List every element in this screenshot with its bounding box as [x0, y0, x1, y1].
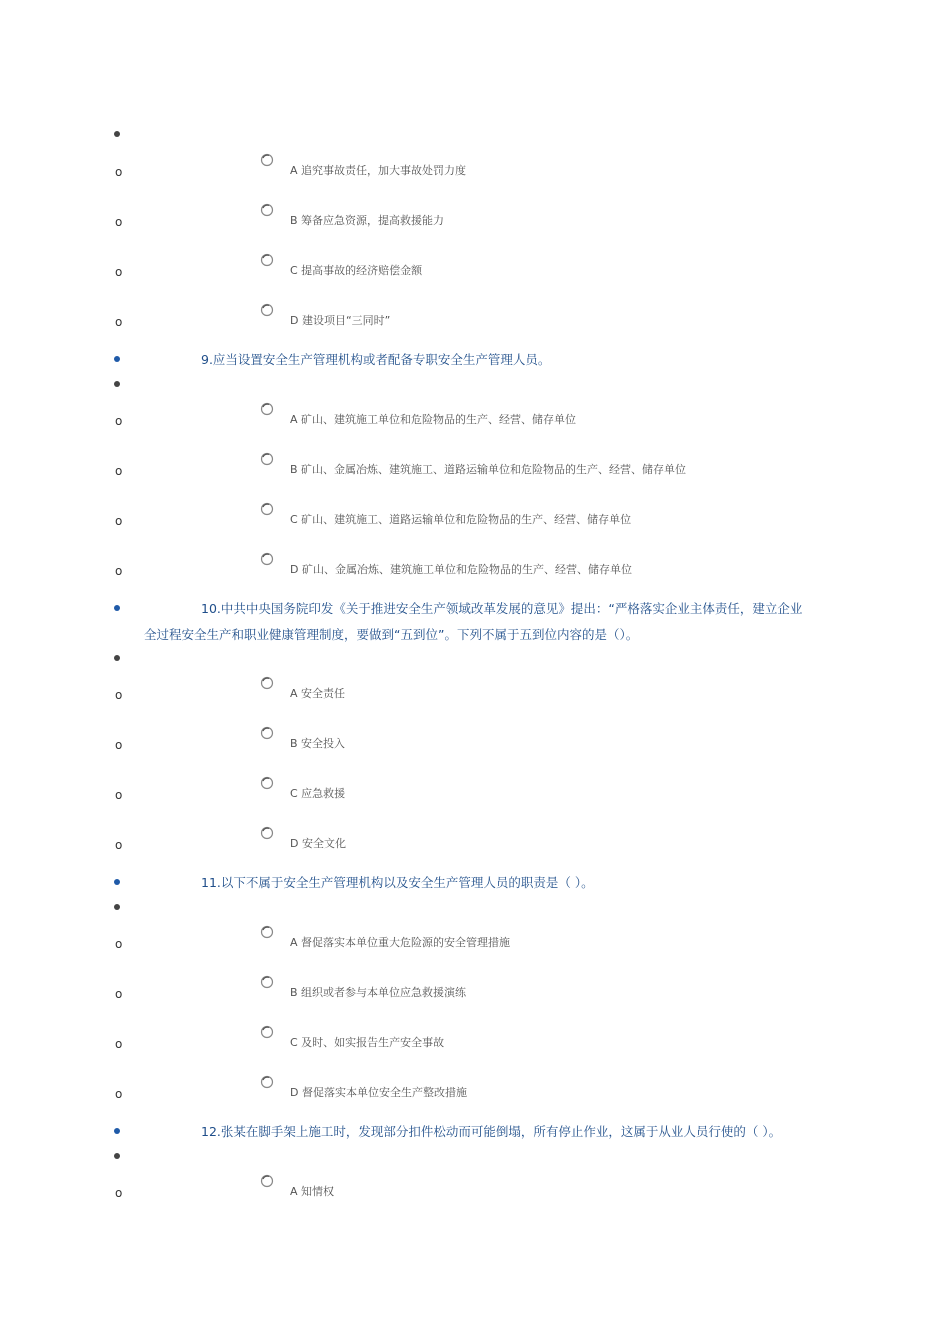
radio-button-icon[interactable] [260, 502, 274, 516]
radio-button-icon[interactable] [260, 1174, 274, 1188]
bullet-icon [114, 1128, 120, 1134]
option-label: A 督促落实本单位重大危险源的安全管理措施 [290, 936, 511, 949]
list-marker: o [115, 738, 123, 752]
option-label: B 安全投入 [290, 737, 346, 750]
radio-button-icon[interactable] [260, 452, 274, 466]
list-marker: o [115, 1186, 123, 1200]
option-label: B 组织或者参与本单位应急救援演练 [290, 986, 467, 999]
radio-button-icon[interactable] [260, 975, 274, 989]
radio-button-icon[interactable] [260, 203, 274, 217]
option-label: A 安全责任 [290, 687, 346, 700]
bullet-icon [114, 655, 120, 661]
bullet-icon [114, 1153, 120, 1159]
option-label: C 及时、如实报告生产安全事故 [290, 1036, 445, 1049]
question-text: 9.应当设置安全生产管理机构或者配备专职安全生产管理人员。 [201, 352, 551, 367]
list-marker: o [115, 564, 123, 578]
radio-button-icon[interactable] [260, 726, 274, 740]
question-text: 11.以下不属于安全生产管理机构以及安全生产管理人员的职责是（ ）。 [201, 875, 594, 890]
bullet-icon [114, 356, 120, 362]
list-marker: o [115, 414, 123, 428]
list-marker: o [115, 215, 123, 229]
bullet-icon [114, 904, 120, 910]
list-marker: o [115, 315, 123, 329]
bullet-icon [114, 381, 120, 387]
option-label: C 提高事故的经济赔偿金额 [290, 264, 423, 277]
option-label: A 追究事故责任，加大事故处罚力度 [290, 164, 467, 177]
radio-button-icon[interactable] [260, 303, 274, 317]
radio-button-icon[interactable] [260, 925, 274, 939]
radio-button-icon[interactable] [260, 676, 274, 690]
question-text: 12.张某在脚手架上施工时，发现部分扣件松动而可能倒塌，所有停止作业，这属于从业人员行使的（ ）。 [201, 1124, 782, 1139]
radio-button-icon[interactable] [260, 402, 274, 416]
list-marker: o [115, 788, 123, 802]
radio-button-icon[interactable] [260, 552, 274, 566]
bullet-icon [114, 131, 120, 137]
option-label: B 矿山、金属冶炼、建筑施工、道路运输单位和危险物品的生产、经营、储存单位 [290, 463, 687, 476]
option-label: D 安全文化 [290, 837, 346, 850]
list-marker: o [115, 514, 123, 528]
question-text: 10.中共中央国务院印发《关于推进安全生产领域改革发展的意见》提出：“严格落实企业主体责任，建立企业 [201, 601, 803, 616]
question-text: 全过程安全生产和职业健康管理制度，要做到“五到位”。下列不属于五到位内容的是（）。 [144, 627, 639, 642]
list-marker: o [115, 838, 123, 852]
radio-button-icon[interactable] [260, 1075, 274, 1089]
option-label: B 筹备应急资源，提高救援能力 [290, 214, 445, 227]
list-marker: o [115, 987, 123, 1001]
radio-button-icon[interactable] [260, 253, 274, 267]
option-label: A 矿山、建筑施工单位和危险物品的生产、经营、储存单位 [290, 413, 577, 426]
list-marker: o [115, 165, 123, 179]
option-label: C 矿山、建筑施工、道路运输单位和危险物品的生产、经营、储存单位 [290, 513, 632, 526]
option-label: D 督促落实本单位安全生产整改措施 [290, 1086, 467, 1099]
bullet-icon [114, 879, 120, 885]
list-marker: o [115, 937, 123, 951]
option-label: D 建设项目“三同时” [290, 314, 391, 327]
list-marker: o [115, 265, 123, 279]
bullet-icon [114, 605, 120, 611]
list-marker: o [115, 464, 123, 478]
option-label: D 矿山、金属冶炼、建筑施工单位和危险物品的生产、经营、储存单位 [290, 563, 632, 576]
list-marker: o [115, 688, 123, 702]
radio-button-icon[interactable] [260, 153, 274, 167]
radio-button-icon[interactable] [260, 826, 274, 840]
radio-button-icon[interactable] [260, 776, 274, 790]
radio-button-icon[interactable] [260, 1025, 274, 1039]
option-label: A 知情权 [290, 1185, 335, 1198]
option-label: C 应急救援 [290, 787, 346, 800]
list-marker: o [115, 1037, 123, 1051]
list-marker: o [115, 1087, 123, 1101]
